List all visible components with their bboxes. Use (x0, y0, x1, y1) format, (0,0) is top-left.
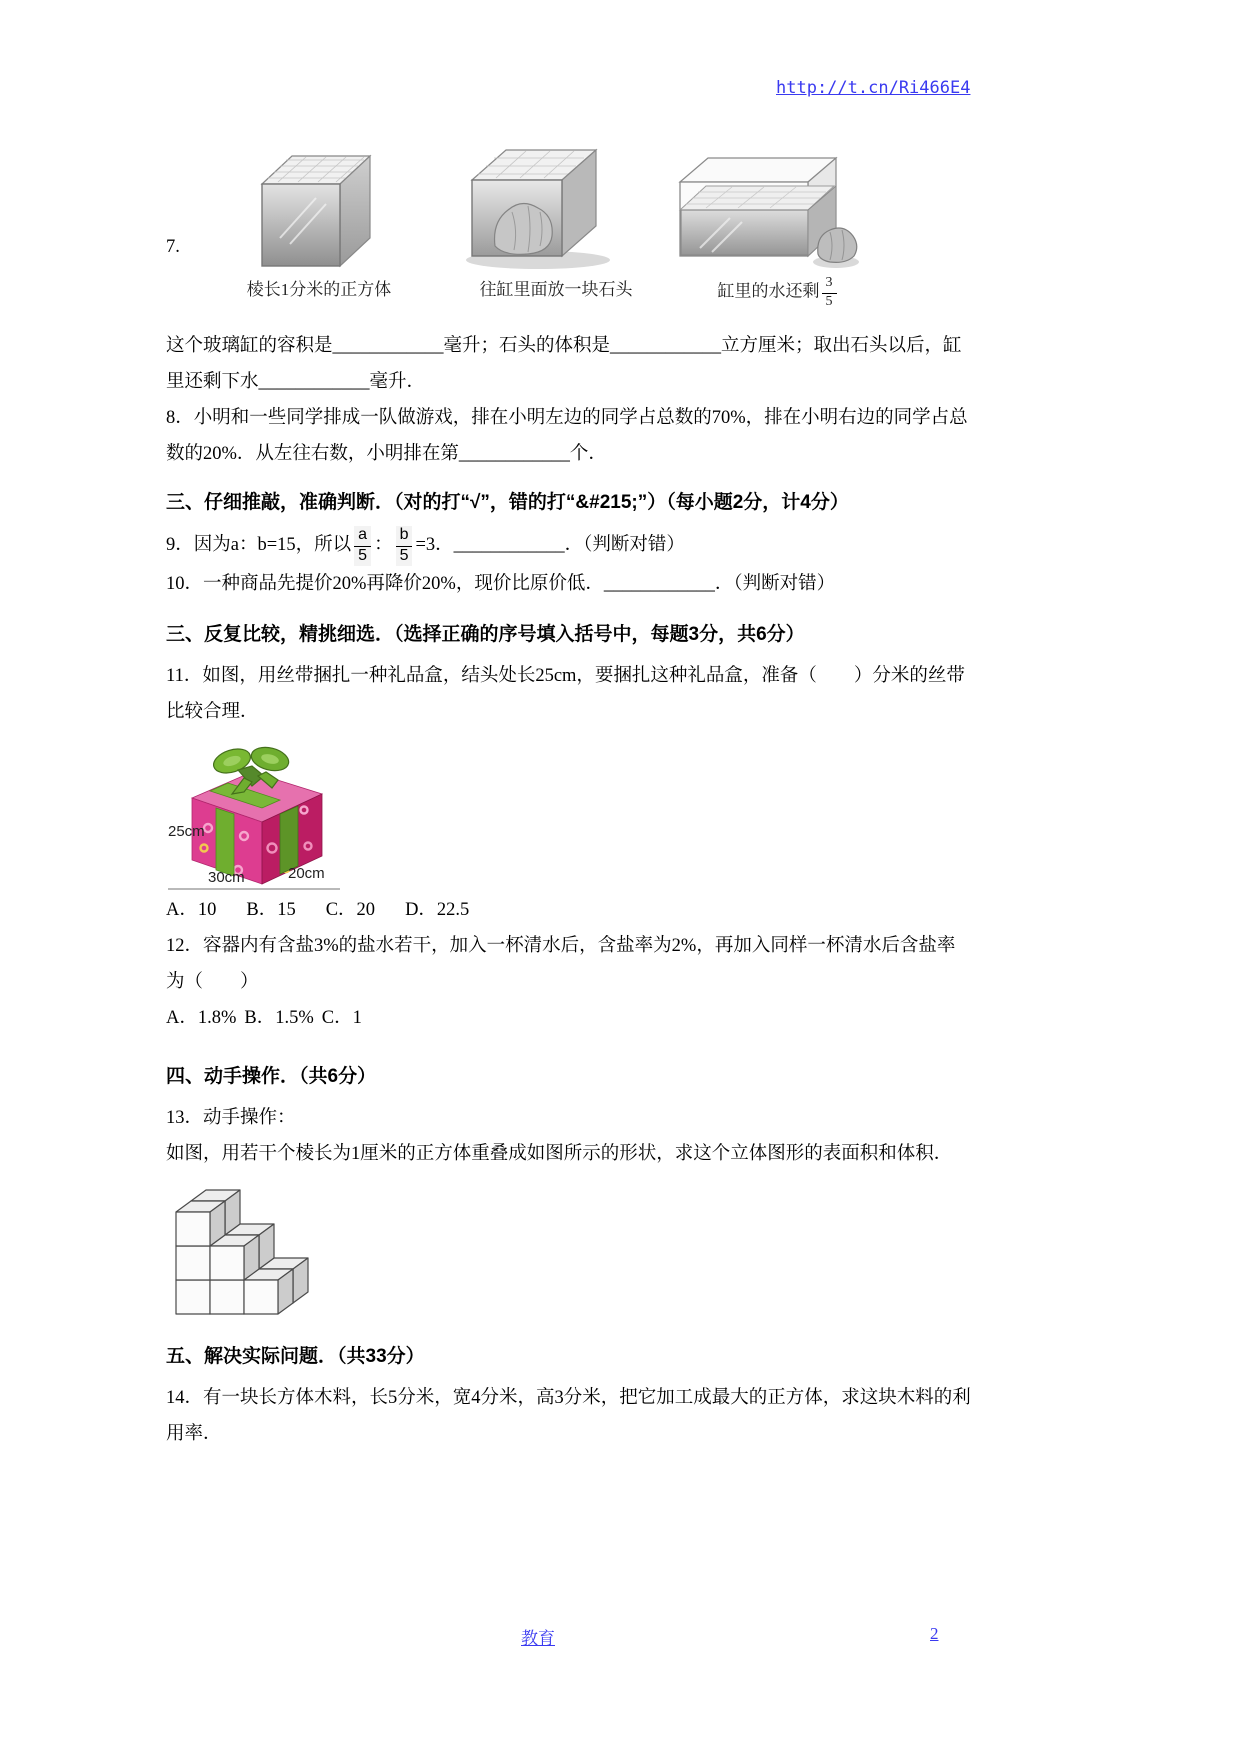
page-content (166, 0, 971, 1452)
question-14-text: 14．有一块长方体木料，长5分米，宽4分米，高3分米，把它加工成最大的正方体，求这块木料的利用率． (166, 1387, 971, 1444)
tank-water-remaining-image (672, 146, 860, 270)
question-10-text: 10．一种商品先提价20%再降价20%，现价比原价低．____________．（判断对错） (166, 573, 836, 594)
gift-box-figure (168, 736, 340, 890)
question-7-figure-block (166, 134, 971, 310)
question-13-label: 13．动手操作： (166, 1107, 296, 1128)
question-7-captions (198, 275, 882, 310)
option-d: D．22.5 (405, 899, 470, 920)
header-url-link[interactable]: http://t.cn/Ri466E4 (776, 78, 971, 98)
question-11-options (166, 892, 971, 928)
section-solve-heading: 五、解决实际问题．（共33分） (166, 1345, 425, 1367)
gift-depth-label: 20cm (288, 864, 325, 882)
fraction-b-over-5: $\frac{b}{5}$ (396, 526, 413, 566)
cube-stack-image (168, 1176, 320, 1318)
question-9-text: 9．因为a：b=15，所以 $\frac{a}{5}$ ： $\frac{b}{5}$ =3．____________．（判断对错） (166, 526, 685, 565)
caption-water-left: 缸里的水还剩 $\frac{3}{5}$ (672, 275, 882, 310)
question-7-number: 7. (166, 237, 180, 258)
option-b: B．1.5% (244, 1007, 314, 1028)
question-13-text: 如图，用若干个棱长为1厘米的正方体重叠成如图所示的形状，求这个立体图形的表面积和体积． (166, 1143, 953, 1164)
section-judge-heading: 三、仔细推敲，准确判断．（对的打“√”，错的打“&#215;”）（每小题2分，计4分） (166, 492, 849, 514)
question-7-fill-text: 这个玻璃缸的容积是____________毫升；石头的体积是____________立方厘米；取出石头以后，缸里还剩下水____________毫升． (166, 336, 962, 393)
option-b: B．15 (246, 899, 296, 920)
gift-width-label: 30cm (208, 868, 245, 886)
section-hands-on-heading: 四、动手操作．（共6分） (166, 1065, 377, 1087)
option-a: A．10 (166, 899, 217, 920)
tank-with-stone-image (462, 134, 614, 270)
section-choice-heading: 三、反复比较，精挑细选．（选择正确的序号填入括号中，每题3分，共6分） (166, 623, 805, 645)
caption-cube: 棱长1分米的正方体 (246, 280, 392, 299)
gift-box-image (168, 736, 340, 886)
fraction-three-fifths: $\frac{3}{5}$ (822, 275, 837, 310)
cube-stack-figure (168, 1176, 971, 1318)
footer-page-number[interactable]: 2 (930, 1624, 939, 1643)
question-11-text: 11．如图，用丝带捆扎一种礼品盒，结头处长25cm，要捆扎这种礼品盒，准备（ ）分米的丝带比较合理． (166, 665, 965, 722)
question-12-options (166, 1000, 971, 1036)
fraction-a-over-5: $\frac{a}{5}$ (354, 526, 371, 566)
question-7-figure (198, 134, 882, 310)
question-7-images-row (198, 134, 882, 270)
option-c: C．20 (325, 899, 376, 920)
option-c: C．1 (321, 1007, 362, 1028)
question-8-text: 8．小明和一些同学排成一队做游戏，排在小明左边的同学占总数的70%，排在小明右边的同学占总数的20%．从左往右数，小明排在第____________个． (166, 408, 968, 465)
footer-edu-link[interactable]: 教育 (521, 1629, 555, 1648)
option-a: A．1.8% (166, 1007, 237, 1028)
water-cube-image (254, 142, 376, 270)
question-12-text: 12．容器内有含盐3%的盐水若干，加入一杯清水后，含盐率为2%，再加入同样一杯清水后含盐率为（ ） (166, 935, 956, 992)
caption-stone: 往缸里面放一块石头 (479, 280, 633, 299)
gift-height-label: 25cm (168, 822, 205, 840)
